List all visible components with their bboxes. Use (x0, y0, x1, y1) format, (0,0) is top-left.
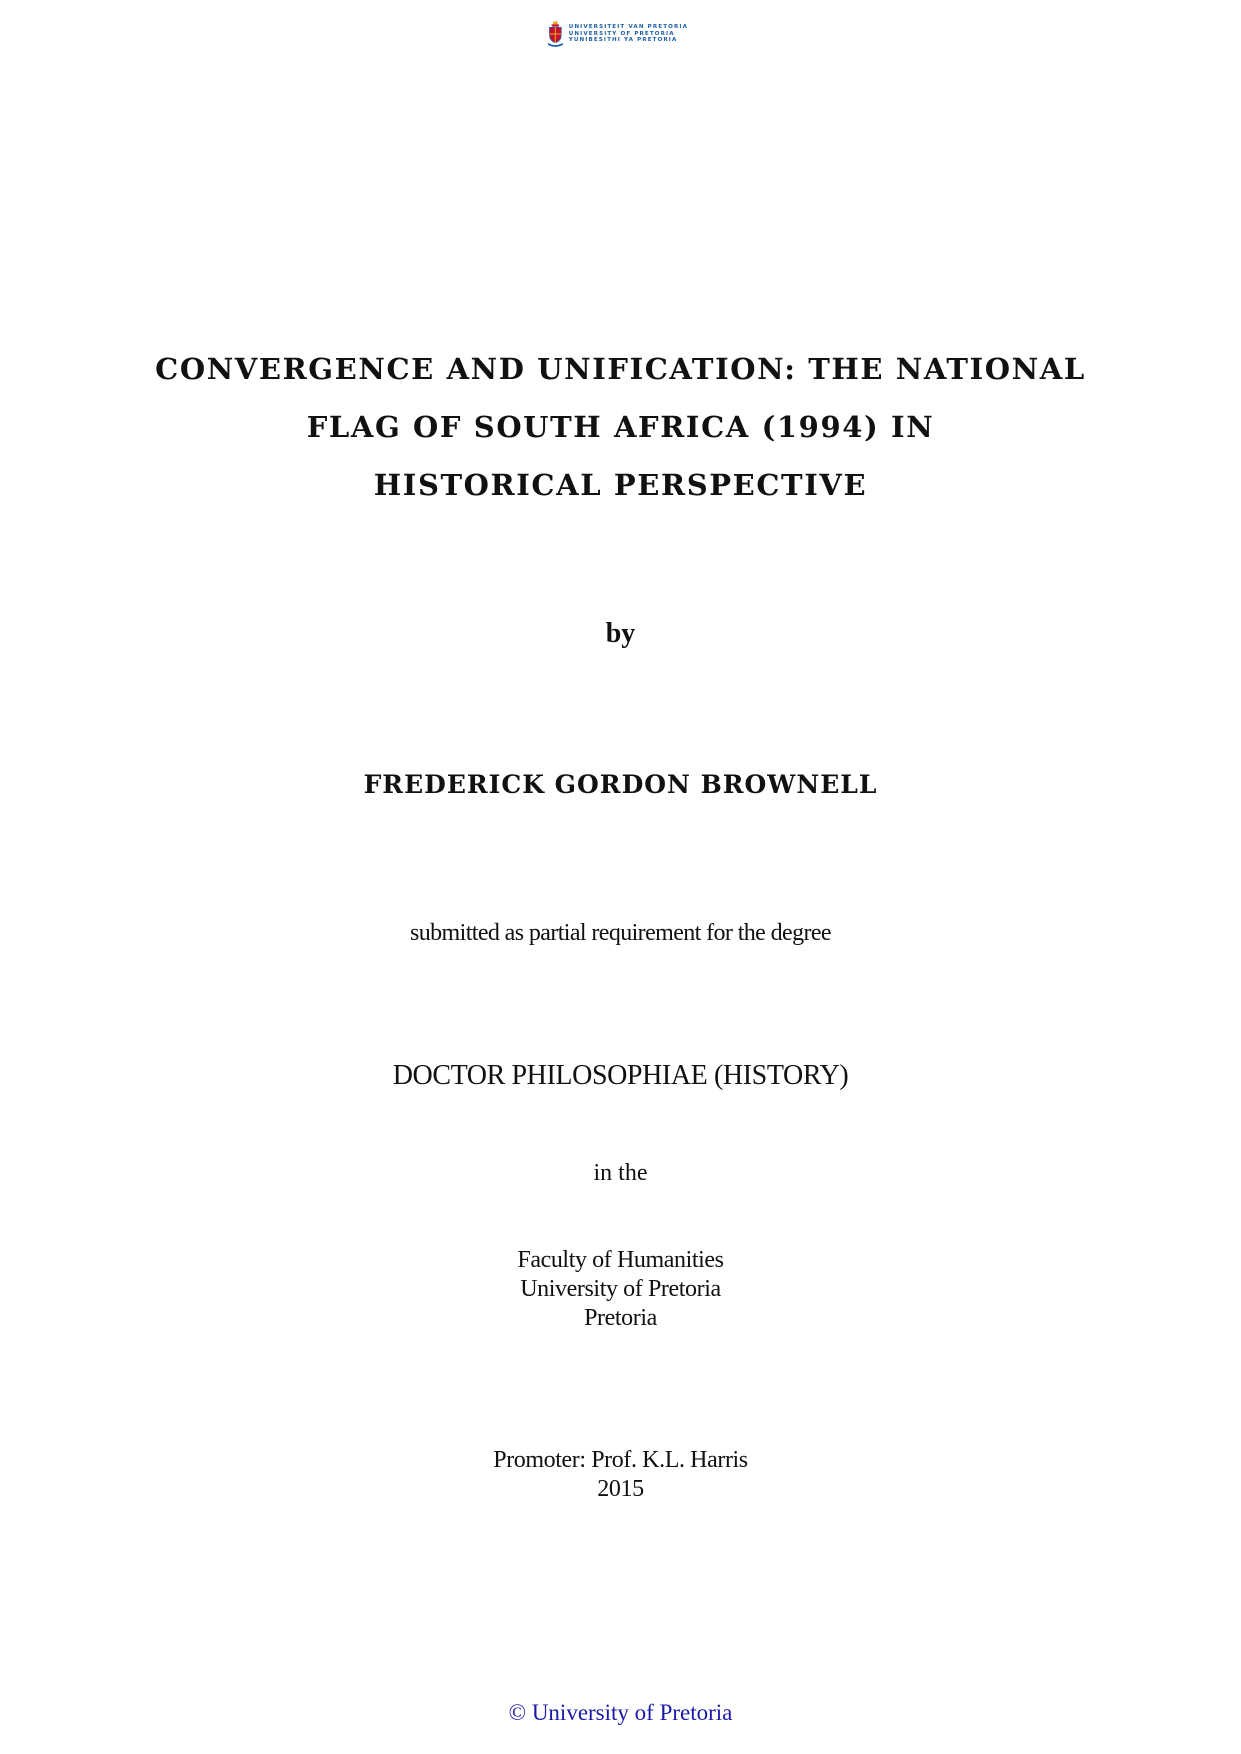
submission-statement: submitted as partial requirement for the degree (410, 920, 831, 946)
logo-line-sepedi: YUNIBESITHI YA PRETORIA (568, 37, 678, 44)
degree-name: DOCTOR PHILOSOPHIAE (HISTORY) (392, 1060, 849, 1091)
city-name: Pretoria (584, 1305, 657, 1331)
promoter-name: Promoter: Prof. K.L. Harris (493, 1447, 748, 1473)
promoter-block (0, 1446, 1241, 1504)
university-logo (548, 14, 688, 54)
faculty-name: Faculty of Humanities (517, 1247, 724, 1273)
in-the-label: in the (593, 1160, 648, 1186)
year: 2015 (597, 1476, 644, 1502)
logo-line-afrikaans: UNIVERSITEIT VAN PRETORIA (568, 24, 688, 31)
thesis-title (60, 340, 1181, 514)
author-name: FREDERICK GORDON BROWNELL (363, 770, 878, 799)
title-line-2: FLAG OF SOUTH AFRICA (1994) IN (306, 410, 935, 444)
by-label: by (605, 618, 636, 649)
title-line-3: HISTORICAL PERSPECTIVE (373, 468, 868, 502)
title-line-1: CONVERGENCE AND UNIFICATION: THE NATIONAL (155, 352, 1086, 386)
logo-line-english: UNIVERSITY OF PRETORIA (568, 30, 675, 37)
logo-text (569, 24, 688, 43)
university-name: University of Pretoria (520, 1276, 721, 1302)
university-crest-icon (548, 17, 563, 51)
institution-block (0, 1246, 1241, 1333)
copyright-notice: © University of Pretoria (508, 1700, 733, 1725)
